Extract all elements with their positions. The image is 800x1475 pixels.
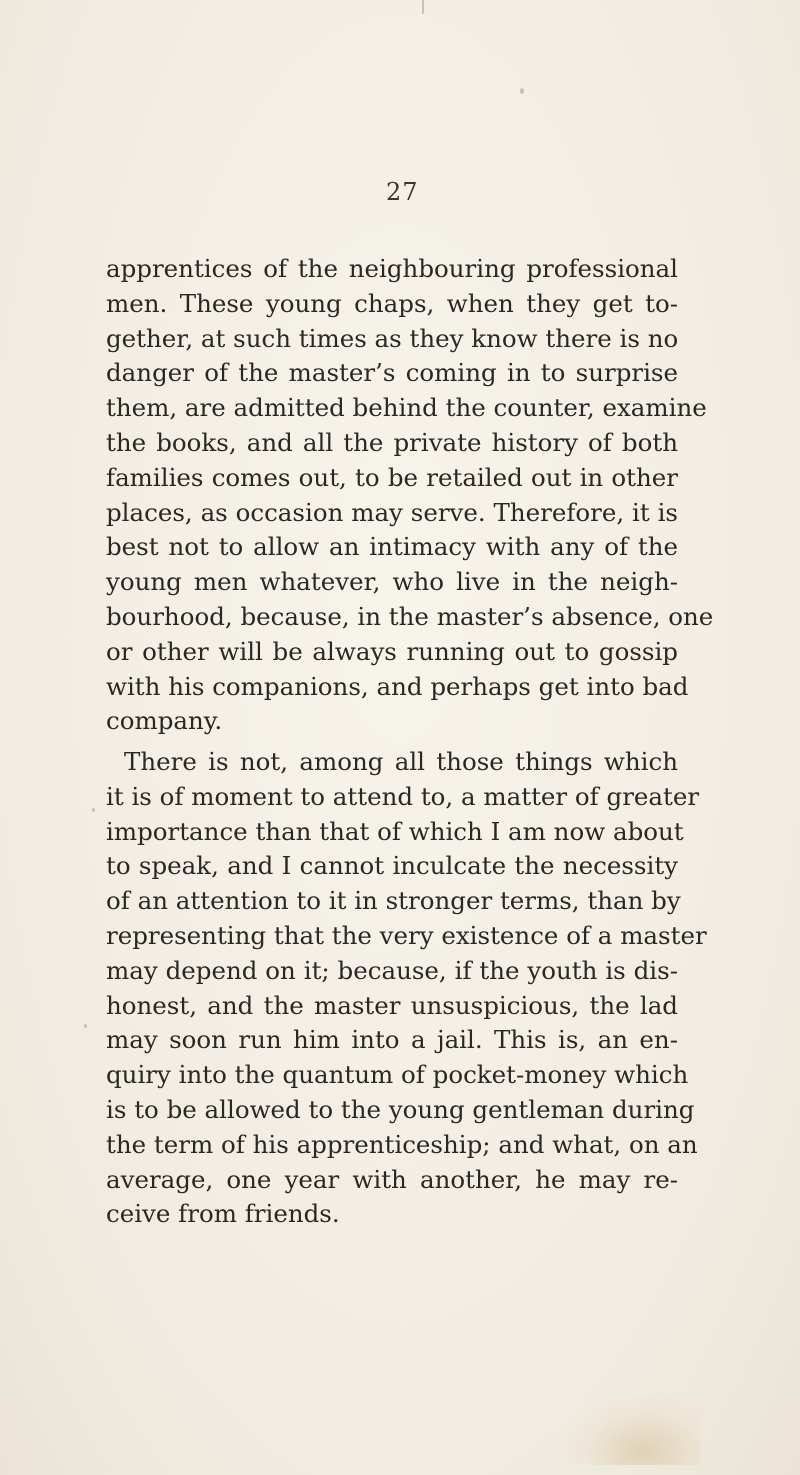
text-line: of an attention to it in stronger terms, than by (106, 886, 681, 916)
text-line: average, one year with another, he may re- (106, 1164, 678, 1194)
paragraph-2 (106, 745, 707, 1232)
text-line: There is not, among all those things which (124, 747, 678, 776)
text-line: representing that the very existence of a master (106, 920, 707, 950)
text-line: or other will be always running out to gossip (106, 636, 678, 666)
text-line: apprentices of the neighbouring professional (106, 254, 678, 283)
text-line: company. (106, 706, 223, 736)
text-line: best not to allow an intimacy with any of the (106, 532, 678, 562)
paper-stain (560, 1395, 700, 1465)
text-line: men. These young chaps, when they get to- (106, 288, 678, 318)
text-line: them, are admitted behind the counter, examine (106, 393, 707, 423)
text-line: young men whatever, who live in the neigh- (106, 567, 678, 597)
text-line: it is of moment to attend to, a matter of greater (106, 781, 700, 811)
text-line: to speak, and I cannot inculcate the necessity (106, 851, 678, 881)
text-line: the books, and all the private history of both (106, 427, 678, 457)
text-line: may soon run him into a jail. This is, an en- (106, 1025, 678, 1055)
ink-speck (520, 88, 524, 94)
ink-speck (84, 1024, 87, 1028)
ink-speck (92, 808, 95, 812)
text-line: danger of the master’s coming in to surprise (106, 358, 678, 388)
paragraph-1 (106, 252, 714, 739)
text-line: may depend on it; because, if the youth is dis- (106, 955, 678, 985)
text-line: bourhood, because, in the master’s absence, one (106, 601, 714, 631)
text-line: the term of his apprenticeship; and what, on an (106, 1129, 698, 1159)
text-line: families comes out, to be retailed out in other (106, 462, 678, 492)
text-line: gether, at such times as they know there is no (106, 323, 679, 353)
text-line: importance than that of which I am now about (106, 816, 684, 846)
text-line: with his companions, and perhaps get into bad (106, 671, 689, 701)
text-line: honest, and the master unsuspicious, the lad (106, 990, 678, 1020)
text-line: is to be allowed to the young gentleman during (106, 1094, 695, 1124)
text-line: quiry into the quantum of pocket-money which (106, 1060, 689, 1090)
text-line: places, as occasion may serve. Therefore, it is (106, 497, 678, 527)
text-line: ceive from friends. (106, 1199, 340, 1229)
ink-speck (422, 0, 424, 14)
page-number: 27 (386, 178, 419, 206)
